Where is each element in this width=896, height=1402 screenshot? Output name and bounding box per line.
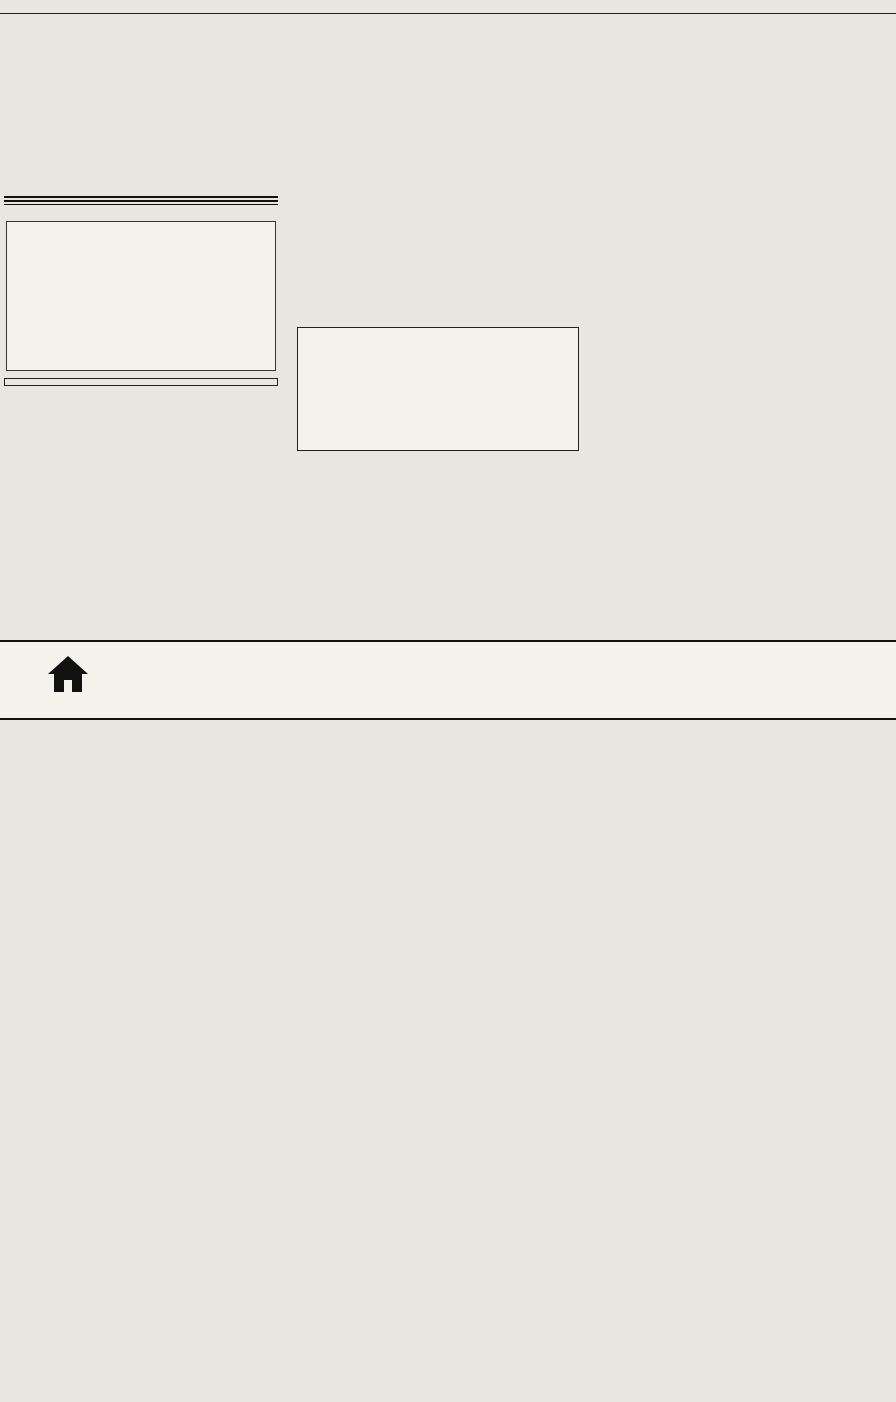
house-icon	[46, 654, 90, 694]
page-header	[0, 0, 896, 14]
harvest-banner	[6, 221, 276, 371]
antique-showcase-banner	[297, 327, 579, 451]
home-service-guide-banner	[0, 640, 896, 720]
farm-heading	[4, 200, 278, 205]
service-guide-columns	[4, 724, 892, 1398]
farm-produce-section	[4, 196, 278, 640]
farm-place-ad	[4, 378, 278, 386]
